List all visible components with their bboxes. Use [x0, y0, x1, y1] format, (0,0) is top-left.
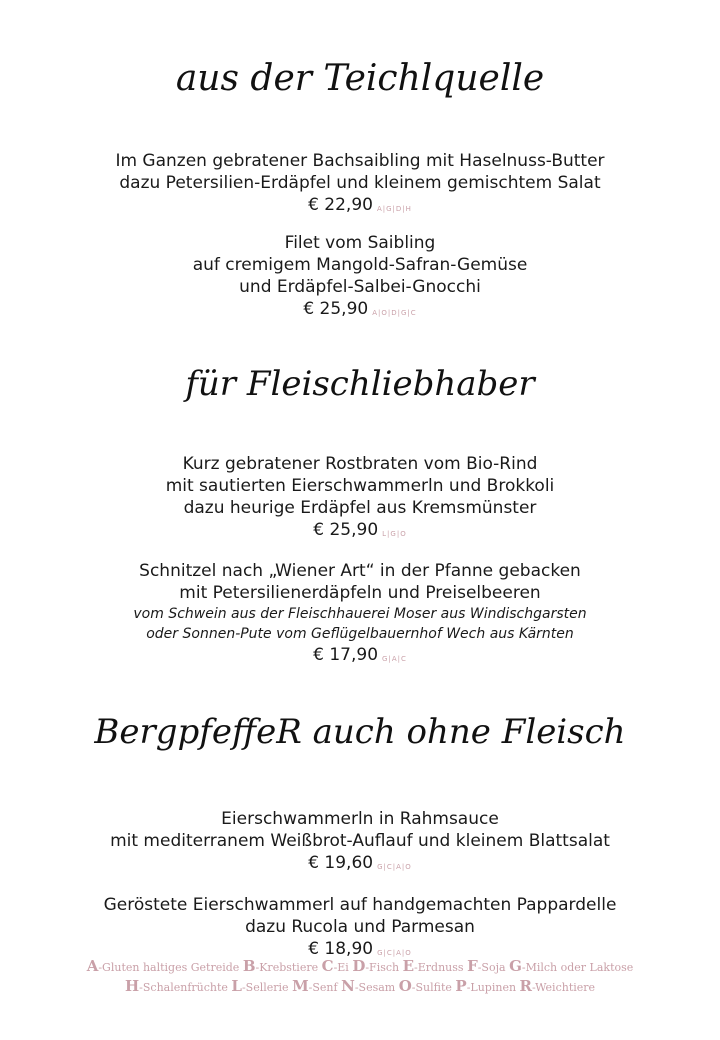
dish-pappardelle	[0, 894, 720, 964]
dish-line: Kurz gebratener Rostbraten vom Bio-Rind	[182, 454, 538, 474]
legend-text: -Lupinen	[466, 981, 520, 994]
legend-code: B	[242, 957, 256, 975]
allergen-codes: G|C|A|O	[377, 863, 412, 871]
dish-note: oder Sonnen-Pute vom Geflügelbauernhof Wech aus Kärnten	[146, 626, 574, 642]
legend-code: C	[321, 957, 334, 975]
dish-line: Eierschwammerln in Rahmsauce	[221, 809, 499, 829]
allergen-codes: G|A|C	[382, 655, 407, 663]
price: € 25,90	[313, 520, 379, 540]
dish-eierschwammerln-rahmsauce	[0, 808, 720, 878]
legend-code: H	[124, 977, 140, 995]
dish-price-row	[0, 298, 720, 324]
legend-code: N	[341, 977, 355, 995]
dish-line: Schnitzel nach „Wiener Art“ in der Pfanne gebacken	[139, 561, 581, 581]
dish-price-row	[0, 644, 720, 670]
legend-code: D	[352, 957, 366, 975]
legend-text: -Sesam	[354, 981, 399, 994]
legend-text: -Schalenfrüchte	[139, 981, 232, 994]
price: € 17,90	[313, 645, 379, 665]
legend-row-1	[0, 957, 720, 977]
dish-line: Filet vom Saibling	[284, 233, 436, 253]
legend-code: R	[519, 977, 533, 995]
dish-saibling-filet	[0, 232, 720, 324]
dish-line: dazu heurige Erdäpfel aus Kremsmünster	[183, 498, 537, 518]
legend-code: O	[398, 977, 412, 995]
legend-code: F	[467, 957, 478, 975]
legend-code: A	[86, 957, 99, 975]
allergen-codes: L|G|O	[382, 530, 407, 538]
allergen-codes: A|O|D|G|C	[372, 309, 417, 317]
dish-note: vom Schwein aus der Fleischhauerei Moser aus Windischgarsten	[133, 606, 587, 622]
price: € 18,90	[308, 939, 374, 959]
legend-text: -Sulfite	[411, 981, 456, 994]
dish-line: mit mediterranem Weißbrot-Auflauf und kleinem Blattsalat	[110, 831, 610, 851]
dish-line: Im Ganzen gebratener Bachsaibling mit Haselnuss-Butter	[115, 151, 605, 171]
allergen-codes: A|G|D|H	[376, 205, 412, 213]
legend-text: -Senf	[308, 981, 342, 994]
legend-row-2	[0, 977, 720, 997]
dish-line: auf cremigem Mangold-Safran-Gemüse	[192, 255, 528, 275]
legend-text: -Milch oder Laktose	[521, 961, 634, 974]
legend-text: -Soja	[477, 961, 510, 974]
legend-text: -Erdnuss	[414, 961, 468, 974]
section-title-vegetarian: BergpfeffeR auch ohne Fleisch	[94, 712, 626, 752]
allergen-codes: G|C|A|O	[377, 949, 412, 957]
price: € 25,90	[303, 299, 369, 319]
dish-line: und Erdäpfel-Salbei-Gnocchi	[239, 277, 481, 297]
dish-line: dazu Rucola und Parmesan	[245, 917, 475, 937]
price: € 22,90	[308, 195, 373, 215]
legend-text: -Krebstiere	[255, 961, 322, 974]
dish-rostbraten	[0, 453, 720, 545]
dish-line: Geröstete Eierschwammerl auf handgemachten Pappardelle	[103, 895, 617, 915]
legend-code: P	[455, 977, 467, 995]
dish-price-row	[0, 519, 720, 545]
dish-line: dazu Petersilien-Erdäpfel und kleinem gemischtem Salat	[119, 173, 601, 193]
legend-text: -Weichtiere	[532, 981, 596, 994]
allergen-legend	[0, 957, 720, 997]
price: € 19,60	[308, 853, 374, 873]
dish-bachsaibling	[0, 150, 720, 220]
dish-price-row	[0, 194, 720, 220]
dish-price-row	[0, 852, 720, 878]
legend-text: -Ei	[333, 961, 353, 974]
legend-code: L	[231, 977, 242, 995]
legend-text: -Gluten haltiges Getreide	[98, 961, 243, 974]
legend-text: -Fisch	[365, 961, 403, 974]
dish-line: mit sautierten Eierschwammerln und Brokkoli	[165, 476, 555, 496]
section-title-fish: aus der Teichlquelle	[175, 58, 545, 99]
legend-text: -Sellerie	[241, 981, 293, 994]
legend-code: E	[402, 957, 415, 975]
dish-schnitzel	[0, 560, 720, 670]
section-title-meat: für Fleischliebhaber	[185, 364, 535, 404]
legend-code: M	[292, 977, 309, 995]
dish-line: mit Petersilienerdäpfeln und Preiselbeeren	[179, 583, 541, 603]
legend-code: G	[509, 957, 522, 975]
